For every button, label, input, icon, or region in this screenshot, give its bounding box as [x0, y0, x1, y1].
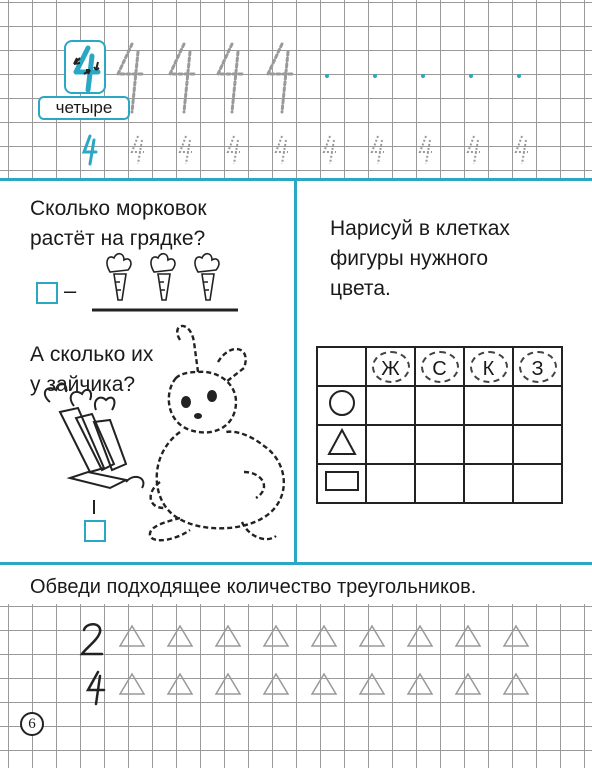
trace-dot [421, 74, 425, 78]
drawing-cell[interactable] [415, 425, 464, 464]
carrots-count-answer-box[interactable] [36, 282, 58, 304]
shapes-instruction-line-3: цвета. [330, 277, 391, 300]
color-letter-s: С [421, 351, 459, 383]
trace-dot [517, 74, 521, 78]
number-four-trace [80, 668, 110, 708]
bunny-question-line-1: А сколько их [30, 343, 154, 366]
tracing-digits-row-2[interactable] [64, 132, 544, 168]
bunny-count-answer-box[interactable] [84, 520, 106, 542]
circle-icon [327, 388, 357, 418]
carrots-question-line-1: Сколько морковок [30, 197, 207, 220]
trace-dot [373, 74, 377, 78]
color-header-cell [415, 347, 464, 386]
color-letter-zh: Ж [372, 351, 410, 383]
triangles-instruction: Обведи подходящее количество треугольников. [30, 576, 477, 598]
triangles-tracing-rows[interactable] [118, 624, 568, 704]
drawing-cell[interactable] [366, 386, 415, 425]
shape-header-cell [317, 425, 366, 464]
table-header-row [317, 347, 562, 386]
number-word-label: четыре [38, 96, 130, 120]
bunny-question-line-2: у зайчика? [30, 373, 136, 396]
trace-dot [325, 74, 329, 78]
trace-dot [469, 74, 473, 78]
section-divider-vertical [294, 180, 297, 562]
color-header-cell [513, 347, 562, 386]
dash-label: – [64, 278, 77, 303]
drawing-cell[interactable] [415, 464, 464, 503]
drawing-cell[interactable] [366, 464, 415, 503]
color-header-cell [464, 347, 513, 386]
table-corner-cell [317, 347, 366, 386]
drawing-cell[interactable] [464, 425, 513, 464]
drawing-cell[interactable] [464, 386, 513, 425]
carrots-question [30, 194, 207, 254]
table-row [317, 386, 562, 425]
carrot-bed-icon [90, 252, 240, 316]
carrots-question-line-2: растёт на грядке? [30, 227, 206, 250]
drawing-cell[interactable] [415, 386, 464, 425]
section-divider-bottom [0, 562, 592, 565]
digit-four-icon [66, 42, 108, 96]
rectangle-icon [324, 469, 360, 493]
shapes-instruction-line-2: фигуры нужного [330, 247, 489, 270]
drawing-cell[interactable] [464, 464, 513, 503]
drawing-cell[interactable] [513, 386, 562, 425]
number-two-trace [78, 620, 108, 660]
drawing-cell[interactable] [366, 425, 415, 464]
drawing-cell[interactable] [513, 464, 562, 503]
shapes-instruction-line-1: Нарисуй в клетках [330, 217, 510, 240]
shape-header-cell [317, 386, 366, 425]
answer-tick [93, 500, 95, 514]
drawing-cell[interactable] [513, 425, 562, 464]
shapes-instruction [330, 214, 510, 304]
color-letter-z: З [519, 351, 557, 383]
table-row [317, 464, 562, 503]
tracing-digits-row-1[interactable] [110, 36, 310, 120]
bunny-with-carrots-icon [30, 322, 294, 552]
digit-card [64, 40, 106, 94]
shapes-color-table [316, 346, 563, 504]
color-letter-k: К [470, 351, 508, 383]
page-number: 6 [20, 712, 44, 736]
shape-header-cell [317, 464, 366, 503]
triangle-icon [327, 427, 357, 457]
color-header-cell [366, 347, 415, 386]
table-row [317, 425, 562, 464]
